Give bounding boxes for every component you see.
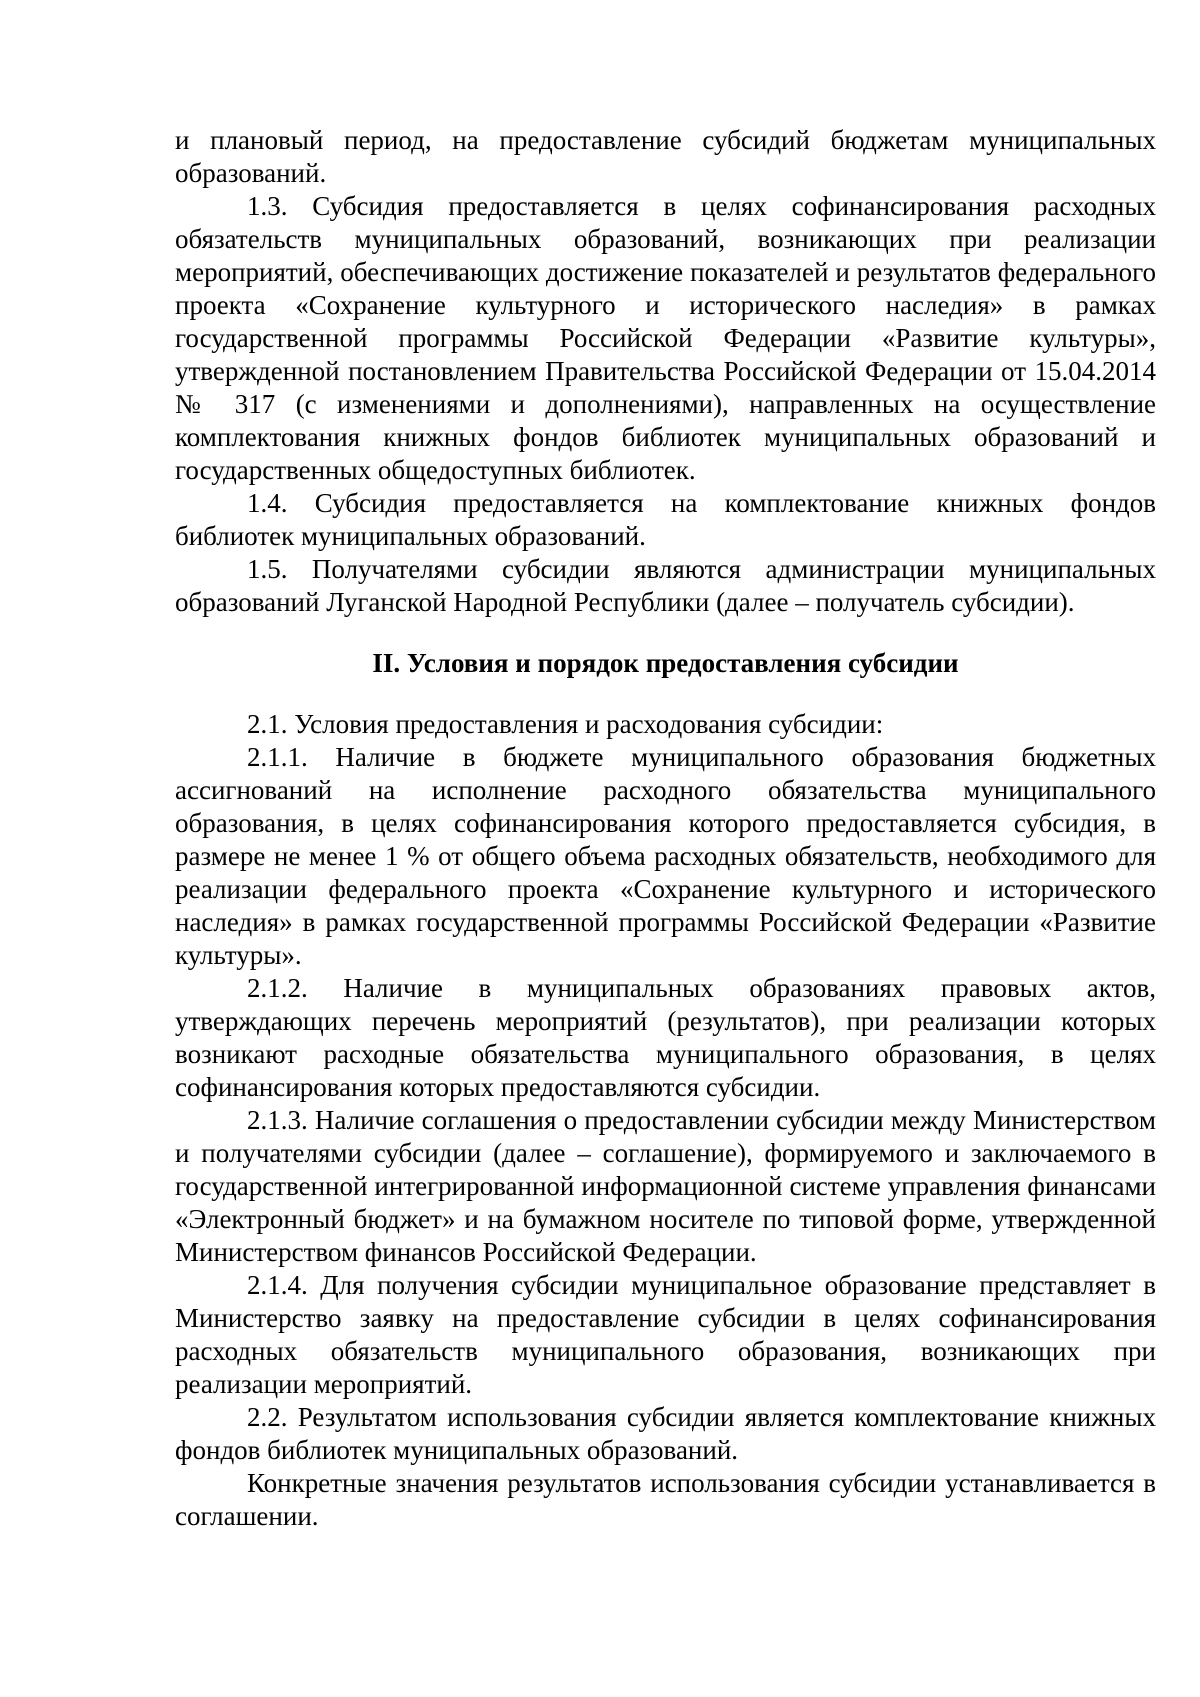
paragraph-2-1-1: 2.1.1. Наличие в бюджете муниципального образования бюджетных ассигнований на исполнение расходного обязательства муниципального образования, в целях софинансирования которого предоставляется субсидия, в размере не менее 1 % от общего объема расходных обязательств, необходимого для реализации федерального проекта «Сохранение культурного и исторического наследия» в рамках государственной программы Российской Федерации «Развитие культуры». bbox=[175, 742, 1156, 970]
paragraph-2-1-2: 2.1.2. Наличие в муниципальных образованиях правовых актов, утверждающих перечень мероприятий (результатов), при реализации которых возникают расходные обязательства муниципального образования, в целях софинансирования которых предоставляются субсидии. bbox=[175, 973, 1156, 1102]
paragraph-result-values: Конкретные значения результатов использования субсидии устанавливается в соглашении. bbox=[175, 1468, 1156, 1531]
paragraph-1-5: 1.5. Получателями субсидии являются администрации муниципальных образований Луганской Народной Республики (далее – получатель субсидии). bbox=[175, 554, 1156, 617]
paragraph-2-2: 2.2. Результатом использования субсидии является комплектование книжных фондов библиотек муниципальных образований. bbox=[175, 1402, 1156, 1465]
paragraph-continuation: и плановый период, на предоставление субсидий бюджетам муниципальных образований. bbox=[175, 125, 1156, 188]
paragraph-2-1: 2.1. Условия предоставления и расходования субсидии: bbox=[247, 709, 884, 739]
paragraph-2-1-4: 2.1.4. Для получения субсидии муниципальное образование представляет в Министерство заявку на предоставление субсидии в целях софинансирования расходных обязательств муниципального образования, возникающих при реализации мероприятий. bbox=[175, 1270, 1156, 1399]
paragraph-1-3: 1.3. Субсидия предоставляется в целях софинансирования расходных обязательств муниципальных образований, возникающих при реализации мероприятий, обеспечивающих достижение показателей и результатов федерального проекта «Сохранение культурного и исторического наследия» в рамках государственной программы Российской Федерации «Развитие культуры», утвержденной постановлением Правительства Российской Федерации от 15.04.2014 № 317 (с изменениями и дополнениями), направленных на осуществление комплектования книжных фондов библиотек муниципальных образований и государственных общедоступных библиотек. bbox=[175, 191, 1156, 485]
document-body bbox=[175, 124, 1156, 1533]
paragraph-2-1-3: 2.1.3. Наличие соглашения о предоставлении субсидии между Министерством и получателями субсидии (далее – соглашение), формируемого и заключаемого в государственной интегрированной информационной системе управления финансами «Электронный бюджет» и на бумажном носителе по типовой форме, утвержденной Министерством финансов Российской Федерации. bbox=[175, 1105, 1156, 1267]
section-heading: II. Условия и порядок предоставления субсидии bbox=[372, 648, 959, 678]
paragraph-1-4: 1.4. Субсидия предоставляется на комплектование книжных фондов библиотек муниципальных образований. bbox=[175, 488, 1156, 551]
